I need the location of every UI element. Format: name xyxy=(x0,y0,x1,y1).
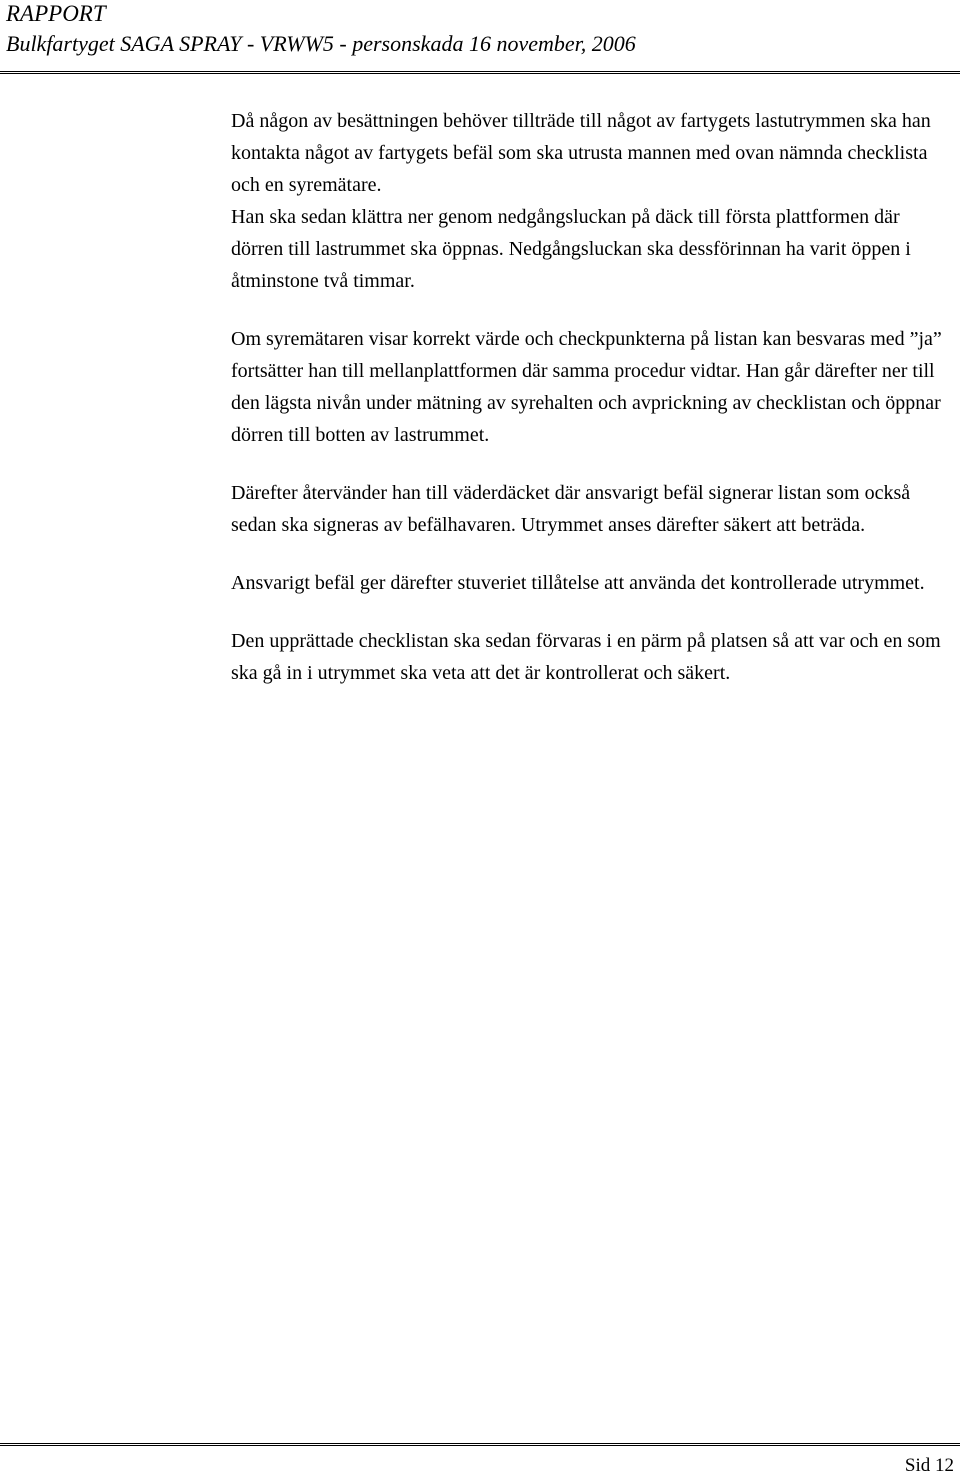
header-divider xyxy=(0,71,960,74)
page-header xyxy=(6,0,946,59)
paragraph-oxygen-check: Om syremätaren visar korrekt värde och checkpunkterna på listan kan besvaras med ”ja” fortsätter han till mellanplattformen där samma procedur vidtar. Han går därefter ner till den lägsta nivån under mätning av syrehalten och avprickning av checklistan och öppnar dörren till botten av lastrummet. xyxy=(231,328,942,446)
paragraph-signing: Därefter återvänder han till väderdäcket där ansvarigt befäl signerar listan som också sedan ska signeras av befälhavaren. Utrymmet anses därefter säkert att beträda. xyxy=(231,482,911,536)
paragraph-access-request: Då någon av besättningen behöver tillträde till något av fartygets lastutrymmen ska han kontakta något av fartygets befäl som ska utrusta mannen med ovan nämnda checklista och en syremätare. xyxy=(231,110,931,196)
footer-divider xyxy=(0,1443,960,1446)
paragraph-permission: Ansvarigt befäl ger därefter stuveriet tillåtelse att använda det kontrollerade utrymmet. xyxy=(231,572,925,594)
paragraph-storage: Den upprättade checklistan ska sedan förvaras i en pärm på platsen så att var och en som ska gå in i utrymmet ska veta att det är kontrollerat och säkert. xyxy=(231,630,941,684)
page-number: Sid 12 xyxy=(904,1455,954,1476)
document-body xyxy=(231,105,953,689)
report-title: RAPPORT xyxy=(6,1,106,26)
report-subtitle: Bulkfartyget SAGA SPRAY - VRWW5 - personskada 16 november, 2006 xyxy=(6,31,636,56)
paragraph-descent: Han ska sedan klättra ner genom nedgångsluckan på däck till första plattformen där dörren till lastrummet ska öppnas. Nedgångsluckan ska dessförinnan ha varit öppen i åtminstone två timmar. xyxy=(231,206,911,292)
